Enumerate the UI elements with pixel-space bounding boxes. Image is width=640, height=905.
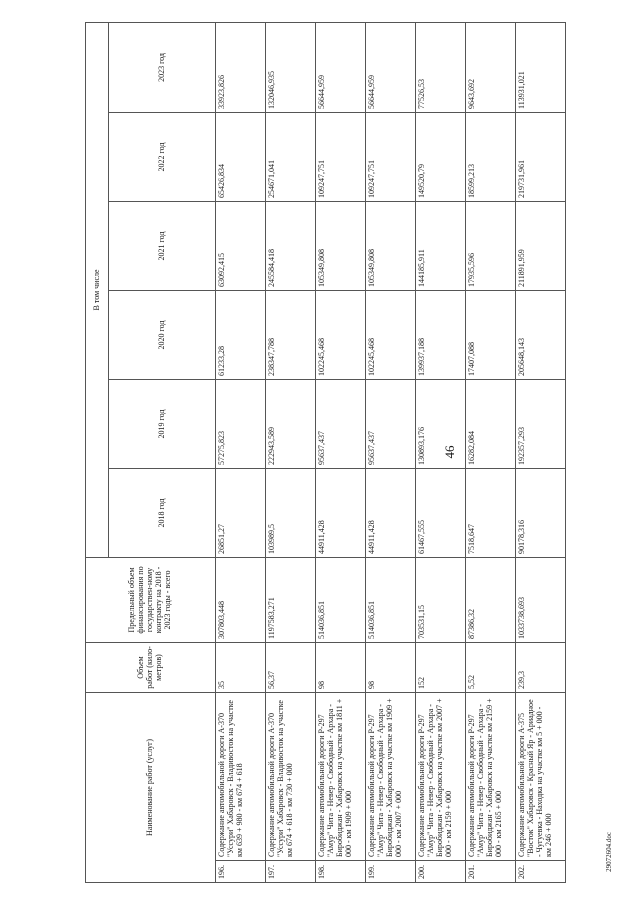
header-limit: Предельный объем финансирования по государствен-ному контракту на 2018 - 2023 годы - всего bbox=[86, 557, 216, 642]
row-2022: 254671,041 bbox=[266, 112, 316, 201]
table-row bbox=[516, 22, 566, 882]
document-filename: 29072604.doc bbox=[605, 832, 613, 872]
row-2019: 95637,437 bbox=[316, 379, 366, 468]
row-index: 200. bbox=[416, 860, 466, 882]
row-2021: 105349,808 bbox=[366, 201, 416, 290]
row-total: 514036,851 bbox=[316, 557, 366, 642]
row-2020: 102245,468 bbox=[316, 290, 366, 379]
row-name: Содержание автомобильной дороги А-375 "Восток" Хабаровск - Красный Яр - Ариадное - Чугуевка - Находка на участке км 5 + 000 - км 246 + 000 bbox=[516, 692, 566, 860]
row-2020: 102245,468 bbox=[366, 290, 416, 379]
table-row bbox=[416, 22, 466, 882]
row-2018: 44911,428 bbox=[366, 468, 416, 557]
row-name: Содержание автомобильной дороги Р-297 "Амур" Чита - Невер - Свободный - Архара - Биробиджан - Хабаровск на участке км 2159 + 000 - км 2165 + 000 bbox=[466, 692, 516, 860]
row-name: Содержание автомобильной дороги Р-297 "Амур" Чита - Невер - Свободный - Архара - Биробиджан - Хабаровск на участке км 1811 + 000 - км 1909 + 000 bbox=[316, 692, 366, 860]
row-volume: 239,3 bbox=[516, 642, 566, 692]
table-row bbox=[216, 22, 266, 882]
row-2022: 109247,751 bbox=[366, 112, 416, 201]
row-2021: 63092,415 bbox=[216, 201, 266, 290]
row-2019: 192357,293 bbox=[516, 379, 566, 468]
header-volume: Объем работ (кило-метров) bbox=[86, 642, 216, 692]
header-year-2020: 2020 год bbox=[109, 290, 216, 379]
row-2023: 56644,959 bbox=[316, 22, 366, 112]
row-2018: 7518,647 bbox=[466, 468, 516, 557]
row-2019: 95637,437 bbox=[366, 379, 416, 468]
row-2023: 33923,826 bbox=[216, 22, 266, 112]
row-2022: 109247,751 bbox=[316, 112, 366, 201]
row-2022: 219731,961 bbox=[516, 112, 566, 201]
row-volume: 35 bbox=[216, 642, 266, 692]
row-2019: 16282,084 bbox=[466, 379, 516, 468]
table-row bbox=[466, 22, 516, 882]
row-2022: 65426,834 bbox=[216, 112, 266, 201]
row-total: 703531,15 bbox=[416, 557, 466, 642]
header-year-2023: 2023 год bbox=[109, 22, 216, 112]
row-volume: 152 bbox=[416, 642, 466, 692]
row-volume: 98 bbox=[316, 642, 366, 692]
header-year-2018: 2018 год bbox=[109, 468, 216, 557]
row-total: 307803,448 bbox=[216, 557, 266, 642]
row-name: Содержание автомобильной дороги Р-297 "Амур" Чита - Невер - Свободный - Архара - Биробиджан - Хабаровск на участке км 2007 + 000 - км 2159 + 000 bbox=[416, 692, 466, 860]
row-2022: 18599,213 bbox=[466, 112, 516, 201]
row-2023: 113931,021 bbox=[516, 22, 566, 112]
row-name: Содержание автомобильной дороги А-370 "Уссури" Хабаровск - Владивосток на участке км 639 + 980 - км 674 + 618 bbox=[216, 692, 266, 860]
header-name: Наименование работ (услуг) bbox=[86, 692, 216, 882]
row-2023: 77526,53 bbox=[416, 22, 466, 112]
row-total: 1033738,693 bbox=[516, 557, 566, 642]
row-2023: 9643,692 bbox=[466, 22, 516, 112]
row-2023: 132046,935 bbox=[266, 22, 316, 112]
row-2019: 57275,823 bbox=[216, 379, 266, 468]
row-2020: 238347,788 bbox=[266, 290, 316, 379]
row-name: Содержание автомобильной дороги Р-297 "Амур" Чита - Невер - Свободный - Архара - Биробиджан - Хабаровск на участке км 1909 + 000 - км 2007 + 000 bbox=[366, 692, 416, 860]
rotated-table-container bbox=[85, 23, 555, 883]
row-2020: 139937,188 bbox=[416, 290, 466, 379]
row-index: 196. bbox=[216, 860, 266, 882]
header-including: В том числе bbox=[86, 22, 109, 557]
row-2018: 90178,316 bbox=[516, 468, 566, 557]
row-volume: 5,52 bbox=[466, 642, 516, 692]
row-total: 87386,32 bbox=[466, 557, 516, 642]
header-year-2021: 2021 год bbox=[109, 201, 216, 290]
row-2021: 105349,808 bbox=[316, 201, 366, 290]
row-index: 198. bbox=[316, 860, 366, 882]
row-volume: 98 bbox=[366, 642, 416, 692]
row-total: 1197583,271 bbox=[266, 557, 316, 642]
row-2018: 103989,5 bbox=[266, 468, 316, 557]
row-2020: 61233,28 bbox=[216, 290, 266, 379]
row-index: 201. bbox=[466, 860, 516, 882]
row-2020: 205648,143 bbox=[516, 290, 566, 379]
row-index: 197. bbox=[266, 860, 316, 882]
table-row bbox=[366, 22, 416, 882]
table-row bbox=[266, 22, 316, 882]
row-2019: 130893,176 bbox=[416, 379, 466, 468]
row-2020: 17407,088 bbox=[466, 290, 516, 379]
row-2021: 17935,596 bbox=[466, 201, 516, 290]
row-2021: 144185,911 bbox=[416, 201, 466, 290]
row-volume: 56,37 bbox=[266, 642, 316, 692]
row-2023: 56644,959 bbox=[366, 22, 416, 112]
row-2018: 26851,27 bbox=[216, 468, 266, 557]
table-row bbox=[316, 22, 366, 882]
row-2018: 44911,428 bbox=[316, 468, 366, 557]
row-2021: 245584,418 bbox=[266, 201, 316, 290]
row-2019: 222943,589 bbox=[266, 379, 316, 468]
row-2022: 149520,79 bbox=[416, 112, 466, 201]
row-index: 202. bbox=[516, 860, 566, 882]
row-index: 199. bbox=[366, 860, 416, 882]
header-year-2022: 2022 год bbox=[109, 112, 216, 201]
page-number: 46 bbox=[442, 445, 457, 459]
financing-table bbox=[85, 21, 566, 882]
row-2021: 211891,959 bbox=[516, 201, 566, 290]
row-total: 514036,851 bbox=[366, 557, 416, 642]
row-name: Содержание автомобильной дороги А-370 "Уссури" Хабаровск - Владивосток на участке км 674 + 618 - км 730 + 000 bbox=[266, 692, 316, 860]
row-2018: 61467,555 bbox=[416, 468, 466, 557]
header-year-2019: 2019 год bbox=[109, 379, 216, 468]
